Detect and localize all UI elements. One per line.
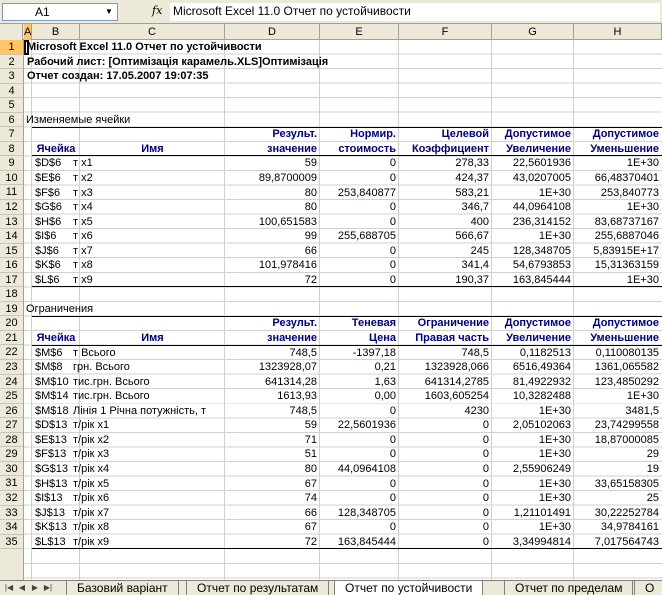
row-header-25[interactable]: 25	[0, 389, 23, 404]
column-heading-cell[interactable]: Ячейка	[36, 142, 76, 155]
cell-value[interactable]: 1E+30	[538, 448, 571, 461]
row-header-30[interactable]: 30	[0, 462, 23, 477]
column-heading[interactable]: Результ.	[272, 317, 317, 330]
cell-value[interactable]: 66	[304, 506, 317, 519]
chevron-down-icon[interactable]: ▼	[105, 7, 113, 16]
cell-value[interactable]: 51	[304, 448, 317, 461]
row-header-22[interactable]: 22	[0, 345, 23, 360]
row-header-10[interactable]: 10	[0, 171, 23, 186]
cell-name[interactable]: тис.грн. Всього	[73, 375, 150, 388]
section-title[interactable]: Ограничения	[26, 302, 94, 315]
cell-ref[interactable]: $K$13	[35, 521, 67, 534]
cell-value[interactable]: 44,0964108	[337, 462, 396, 475]
cell-value[interactable]: 80	[304, 186, 317, 199]
column-heading[interactable]: Увеличение	[506, 332, 571, 344]
cell-value[interactable]: 0	[482, 477, 489, 490]
cell-value[interactable]: 1E+30	[538, 433, 571, 446]
table-row	[24, 360, 662, 375]
column-heading[interactable]: Уменьшение	[590, 142, 659, 155]
column-heading[interactable]: Увеличение	[506, 142, 571, 155]
cell-value[interactable]: 43,0207005	[512, 171, 571, 184]
row-header-13[interactable]: 13	[0, 215, 23, 230]
cell-name[interactable]: т х3	[73, 186, 93, 199]
cell-value[interactable]: 0,00	[374, 390, 396, 403]
cell-name[interactable]: т х5	[73, 215, 93, 228]
row-header-1[interactable]: 1	[0, 40, 23, 55]
cell-value[interactable]: 0	[389, 404, 396, 417]
cell-name[interactable]: т/рік х7	[73, 506, 110, 519]
first-sheet-icon[interactable]: |◀	[4, 583, 14, 592]
column-header-a[interactable]: A	[24, 26, 32, 38]
cell-value[interactable]: 44,0964108	[512, 201, 571, 214]
sheet-row	[24, 113, 662, 128]
cell-ref[interactable]: $E$13	[35, 433, 67, 446]
table-row	[24, 433, 662, 448]
cell-value[interactable]: 748,5	[289, 346, 317, 359]
cell-value[interactable]: 100,651583	[258, 215, 317, 228]
cell-value[interactable]: 0,1182513	[519, 346, 571, 359]
cell-value[interactable]: 1E+30	[538, 230, 571, 243]
cell-value[interactable]: 1E+30	[538, 492, 571, 505]
row-header-19[interactable]: 19	[0, 302, 23, 317]
column-heading[interactable]: Целевой	[441, 128, 489, 141]
cell-value[interactable]: 74	[304, 492, 317, 505]
cell-value[interactable]: 80	[304, 201, 317, 214]
cell-value[interactable]: 1603,605254	[424, 390, 489, 403]
cell-value[interactable]: 278,33	[455, 157, 489, 170]
cell-value[interactable]: 1E+30	[626, 157, 659, 170]
row-header-11[interactable]: 11	[0, 185, 23, 200]
cell-value[interactable]: 255,6887046	[594, 230, 659, 243]
column-heading-name[interactable]: Имя	[141, 142, 164, 155]
cell-value[interactable]: 29	[646, 448, 659, 461]
column-heading[interactable]: Нормир.	[350, 128, 396, 141]
cell-value[interactable]: 67	[304, 521, 317, 534]
cell-value[interactable]: 0	[389, 259, 396, 272]
column-heading[interactable]: значение	[267, 332, 317, 344]
sheet-row	[24, 316, 662, 331]
cell-value[interactable]: 19	[646, 462, 659, 475]
row-header-3[interactable]: 3	[0, 69, 23, 84]
table-row	[24, 244, 662, 259]
cell-value[interactable]: 0	[482, 492, 489, 505]
column-heading[interactable]: стоимость	[338, 142, 396, 155]
cell-value[interactable]: 71	[304, 433, 317, 446]
table-border	[32, 548, 662, 549]
cell-value[interactable]: 0	[389, 448, 396, 461]
table-row	[24, 346, 662, 361]
cell-value[interactable]: 22,5601936	[337, 419, 396, 432]
cell-value[interactable]: 0	[482, 506, 489, 519]
cell-value[interactable]: 163,845444	[512, 273, 571, 286]
cell-value[interactable]: 748,5	[289, 404, 317, 417]
cell-name[interactable]: т/рік х8	[73, 521, 110, 534]
table-row	[24, 506, 662, 521]
row-header-6[interactable]: 6	[0, 113, 23, 128]
cell-value[interactable]: 1E+30	[626, 201, 659, 214]
cell-value[interactable]: 1613,93	[277, 390, 317, 403]
column-heading[interactable]: Допустимое	[592, 128, 659, 141]
cell-name[interactable]: т/рік х3	[73, 448, 110, 461]
column-heading[interactable]: Цена	[368, 332, 396, 344]
cell-value[interactable]: 400	[470, 215, 489, 228]
column-heading[interactable]: Теневая	[351, 317, 396, 330]
cell-value[interactable]: 0	[482, 433, 489, 446]
row-header-15[interactable]: 15	[0, 244, 23, 259]
sheet-tab[interactable]: О	[634, 581, 662, 595]
column-header-e[interactable]: E	[320, 24, 399, 40]
cell-ref[interactable]: $I$6	[35, 230, 57, 243]
cell-ref[interactable]: $G$6	[35, 201, 62, 214]
sheet-row	[24, 331, 662, 346]
sheet-row	[24, 302, 662, 317]
cell-value[interactable]: 1E+30	[538, 186, 571, 199]
cell-value[interactable]: 253,840877	[337, 186, 396, 199]
cell-value[interactable]: 0	[482, 535, 489, 548]
row-header-26[interactable]: 26	[0, 404, 23, 419]
cell-value[interactable]: 23,74299558	[594, 419, 659, 432]
row-header-29[interactable]: 29	[0, 447, 23, 462]
cell-value[interactable]: 236,314152	[512, 215, 571, 228]
cell-value[interactable]: 72	[304, 535, 317, 548]
cell-value[interactable]: 99	[304, 230, 317, 243]
table-row	[24, 273, 662, 288]
row-header-2[interactable]: 2	[0, 55, 23, 70]
column-heading[interactable]: Ограничение	[417, 317, 489, 330]
table-row	[24, 389, 662, 404]
column-heading[interactable]: Допустимое	[504, 317, 571, 330]
table-row	[24, 200, 662, 215]
row-header-21[interactable]: 21	[0, 331, 23, 346]
report-sheet[interactable]: Рабочий лист: [Оптимізація карамель.XLS]Оптимізація	[27, 55, 329, 68]
cell-value[interactable]: 1E+30	[626, 390, 659, 403]
cell-value[interactable]: 6516,49364	[512, 361, 571, 374]
row-header-16[interactable]: 16	[0, 258, 23, 273]
select-all-corner[interactable]	[0, 24, 23, 40]
cell-value[interactable]: 66	[304, 244, 317, 257]
cell-value[interactable]: 66,48370401	[594, 171, 659, 184]
formula-bar	[0, 0, 662, 24]
cell-ref[interactable]: $H$13	[35, 477, 68, 490]
row-header-8[interactable]: 8	[0, 142, 23, 157]
row-header-18[interactable]: 18	[0, 287, 23, 302]
cell-name[interactable]: т Всього	[73, 346, 116, 359]
table-row	[24, 171, 662, 186]
cell-value[interactable]: 0	[389, 157, 396, 170]
cell-value[interactable]: 3481,5	[625, 404, 659, 417]
cell-value[interactable]: 54,6793853	[512, 259, 571, 272]
row-header-4[interactable]: 4	[0, 84, 23, 99]
cell-ref[interactable]: $H$6	[35, 215, 62, 228]
cell-value[interactable]: 128,348705	[337, 506, 396, 519]
cell-ref[interactable]: $K$6	[35, 259, 61, 272]
cell-value[interactable]: 7,017564743	[594, 535, 659, 548]
cell-value[interactable]: 2,05102063	[512, 419, 571, 432]
column-header-h[interactable]: H	[574, 24, 662, 40]
cell-name[interactable]: грн. Всього	[73, 361, 130, 374]
table-row	[24, 186, 662, 201]
column-header-c[interactable]: C	[80, 24, 225, 40]
row-header-14[interactable]: 14	[0, 229, 23, 244]
cell-value[interactable]: 0	[389, 521, 396, 534]
cell-value[interactable]: 5,83915E+17	[593, 244, 659, 257]
cell-value[interactable]: 253,840773	[600, 186, 659, 199]
table-row	[24, 375, 662, 390]
cell-value[interactable]: 1E+30	[538, 404, 571, 417]
cell-value[interactable]: 72	[304, 273, 317, 286]
cell-value[interactable]: 80	[304, 462, 317, 475]
function-icon[interactable]: fx	[152, 4, 163, 17]
cell-name[interactable]: т/рік х6	[73, 492, 110, 505]
cell-value[interactable]: 0	[482, 521, 489, 534]
table-row	[24, 258, 662, 273]
prev-sheet-icon[interactable]: ◀	[18, 583, 26, 592]
table-row	[24, 156, 662, 171]
sheet-row	[24, 40, 662, 55]
cell-value[interactable]: 583,21	[455, 186, 489, 199]
table-border	[32, 286, 662, 287]
column-headers	[0, 24, 662, 40]
column-heading-name[interactable]: Имя	[141, 332, 164, 344]
cell-ref[interactable]: $D$13	[35, 419, 68, 432]
column-header-b[interactable]: B	[32, 24, 80, 40]
table-row	[24, 229, 662, 244]
sheet-row	[24, 127, 662, 142]
cell-value[interactable]: 89,8700009	[258, 171, 317, 184]
cell-value[interactable]: 245	[470, 244, 489, 257]
cell-value[interactable]: 748,5	[461, 346, 489, 359]
cell-name[interactable]: т/рік х5	[73, 477, 110, 490]
cell-value[interactable]: 1E+30	[538, 521, 571, 534]
table-row	[24, 477, 662, 492]
cell-value[interactable]: 255,688705	[337, 230, 396, 243]
cell-value[interactable]: 1,21101491	[513, 506, 571, 519]
row-header-17[interactable]: 17	[0, 273, 23, 288]
sheet-tab[interactable]: Отчет по устойчивости	[334, 581, 483, 595]
row-headers	[0, 40, 24, 580]
cell-ref[interactable]: $E$6	[35, 171, 61, 184]
cell-name[interactable]: тис.грн. Всього	[73, 390, 150, 403]
cell-value[interactable]: 128,348705	[512, 244, 571, 257]
cell-value[interactable]: 4230	[464, 404, 489, 417]
cell-value[interactable]: 3,34994814	[512, 535, 571, 548]
cell-ref[interactable]: $I$13	[35, 492, 63, 505]
cell-value[interactable]: 0	[482, 419, 489, 432]
column-header-f[interactable]: F	[399, 24, 492, 40]
sheet-row	[24, 142, 662, 157]
cell-value[interactable]: 0	[482, 462, 489, 475]
cell-value[interactable]: 59	[304, 157, 317, 170]
row-header-28[interactable]: 28	[0, 433, 23, 448]
row-header-27[interactable]: 27	[0, 418, 23, 433]
cell-ref[interactable]: $L$13	[35, 535, 66, 548]
sheet-row	[24, 55, 662, 70]
column-heading[interactable]: Уменьшение	[590, 332, 659, 344]
cell-value[interactable]: 1E+30	[538, 477, 571, 490]
row-header-9[interactable]: 9	[0, 156, 23, 171]
table-row	[24, 404, 662, 419]
cell-ref[interactable]: $M$8	[35, 361, 63, 374]
report-created[interactable]: Отчет создан: 17.05.2007 19:07:35	[27, 70, 209, 83]
cell-ref[interactable]: $F$6	[35, 186, 61, 199]
row-header-31[interactable]: 31	[0, 476, 23, 491]
report-title[interactable]: Microsoft Excel 11.0 Отчет по устойчивости	[27, 41, 262, 53]
cell-value[interactable]: 123,4850292	[594, 375, 659, 388]
cell-ref[interactable]: $D$6	[35, 157, 62, 170]
cell-ref[interactable]: $L$6	[35, 273, 60, 286]
column-heading[interactable]: Коэффициент	[411, 142, 489, 155]
row-header-5[interactable]: 5	[0, 98, 23, 113]
worksheet-grid[interactable]	[24, 40, 662, 580]
cell-value[interactable]: 341,4	[461, 259, 489, 272]
column-heading[interactable]: Результ.	[272, 128, 317, 141]
cell-value[interactable]: 163,845444	[337, 535, 396, 548]
cell-value[interactable]: 1323928,07	[258, 361, 317, 374]
table-row	[24, 215, 662, 230]
cell-value[interactable]: 0	[389, 477, 396, 490]
cell-value[interactable]: 190,37	[455, 273, 489, 286]
cell-value[interactable]: 10,3282488	[512, 390, 571, 403]
cell-name[interactable]: т х7	[73, 244, 93, 257]
formula-input[interactable]: Microsoft Excel 11.0 Отчет по устойчивости	[170, 3, 660, 21]
section-title[interactable]: Изменяемые ячейки	[26, 113, 131, 126]
row-header-24[interactable]: 24	[0, 375, 23, 390]
next-sheet-icon[interactable]: ▶	[31, 583, 39, 592]
table-row	[24, 462, 662, 477]
cell-value[interactable]: 0,21	[374, 361, 396, 374]
cell-value[interactable]: 424,37	[455, 171, 489, 184]
table-row	[24, 520, 662, 535]
row-header-23[interactable]: 23	[0, 360, 23, 375]
table-row	[24, 447, 662, 462]
cell-value[interactable]: 0	[389, 492, 396, 505]
cell-name[interactable]: т/рік х4	[73, 462, 110, 475]
cell-value[interactable]: 81,4922932	[512, 375, 571, 388]
cell-value[interactable]: 59	[304, 419, 317, 432]
cell-ref[interactable]: $M$14	[35, 390, 69, 403]
row-header-35[interactable]: 35	[0, 535, 23, 550]
cell-value[interactable]: 346,7	[461, 201, 489, 214]
table-row	[24, 491, 662, 506]
cell-value[interactable]: 0	[482, 448, 489, 461]
cell-name[interactable]: т/рік х9	[73, 535, 110, 548]
cell-value[interactable]: 33,65158305	[594, 477, 659, 490]
cell-value[interactable]: 1361,065582	[594, 361, 659, 374]
sheet-row	[24, 69, 662, 84]
cell-ref[interactable]: $J$13	[35, 506, 65, 519]
cell-ref[interactable]: $F$13	[35, 448, 67, 461]
cell-value[interactable]: 25	[646, 492, 659, 505]
sheet-tab[interactable]: Отчет по результатам	[186, 581, 329, 595]
sheet-tab[interactable]: Отчет по пределам	[504, 581, 633, 595]
cell-value[interactable]: 15,31363159	[594, 259, 659, 272]
cell-value[interactable]: 0	[389, 244, 396, 257]
cell-value[interactable]: 2,55906249	[512, 462, 571, 475]
row-header-32[interactable]: 32	[0, 491, 23, 506]
cell-value[interactable]: 566,67	[455, 230, 489, 243]
cell-value[interactable]: 1E+30	[626, 273, 659, 286]
column-heading[interactable]: Допустимое	[504, 128, 571, 141]
cell-value[interactable]: -1397,18	[352, 346, 396, 359]
last-sheet-icon[interactable]: ▶|	[43, 583, 53, 592]
cell-name[interactable]: т/рік х1	[73, 419, 110, 432]
cell-ref[interactable]: $M$6	[35, 346, 63, 359]
cell-name[interactable]: т х1	[73, 157, 93, 170]
sheet-tab[interactable]: Базовий варіант	[66, 581, 179, 595]
cell-value[interactable]: 30,22252784	[594, 506, 659, 519]
row-header-20[interactable]: 20	[0, 316, 23, 331]
cell-value[interactable]: 101,978416	[258, 259, 317, 272]
column-heading[interactable]: значение	[267, 142, 317, 155]
cell-value[interactable]: 22,5601936	[512, 157, 571, 170]
column-header-d[interactable]: D	[225, 24, 320, 40]
table-row	[24, 418, 662, 433]
cell-value[interactable]: 0,110080135	[595, 346, 659, 359]
cell-name[interactable]: т х9	[73, 273, 93, 286]
cell-value[interactable]: 0	[389, 433, 396, 446]
cell-ref[interactable]: $M$18	[35, 404, 69, 417]
cell-value[interactable]: 641314,28	[265, 375, 317, 388]
cell-value[interactable]: 1,63	[374, 375, 396, 388]
cell-value[interactable]: 641314,2785	[424, 375, 489, 388]
cell-name[interactable]: т х8	[73, 259, 93, 272]
column-header-g[interactable]: G	[492, 24, 574, 40]
cell-ref[interactable]: $M$10	[35, 375, 69, 388]
table-row	[24, 535, 662, 550]
cell-ref[interactable]: $G$13	[35, 462, 69, 475]
cell-name[interactable]: т х2	[73, 171, 93, 184]
cell-value[interactable]: 0	[389, 215, 396, 228]
cell-value[interactable]: 83,68737167	[594, 215, 659, 228]
cell-name[interactable]: т х4	[73, 201, 93, 214]
cell-value[interactable]: 67	[304, 477, 317, 490]
row-header-12[interactable]: 12	[0, 200, 23, 215]
column-heading[interactable]: Допустимое	[592, 317, 659, 330]
cell-ref[interactable]: $J$6	[35, 244, 59, 257]
cell-value[interactable]: 0	[389, 273, 396, 286]
row-header-33[interactable]: 33	[0, 506, 23, 521]
cell-value[interactable]: 34,9784161	[600, 521, 659, 534]
column-heading-cell[interactable]: Ячейка	[36, 332, 76, 344]
row-header-34[interactable]: 34	[0, 520, 23, 535]
cell-value[interactable]: 18,87000085	[594, 433, 659, 446]
cell-value[interactable]: 0	[389, 201, 396, 214]
cell-value[interactable]: 1323928,066	[424, 361, 489, 374]
cell-name[interactable]: т х6	[73, 230, 93, 243]
sheet-tabs-bar	[0, 580, 662, 595]
name-box-value: A1	[35, 5, 50, 19]
cell-name[interactable]: т/рік х2	[73, 433, 110, 446]
cell-value[interactable]: 0	[389, 171, 396, 184]
cell-name[interactable]: Лінія 1 Річна потужність, т	[73, 404, 207, 417]
column-heading[interactable]: Правая часть	[415, 332, 489, 344]
row-header-7[interactable]: 7	[0, 127, 23, 142]
active-cell	[24, 40, 29, 55]
name-box[interactable]	[2, 3, 118, 21]
